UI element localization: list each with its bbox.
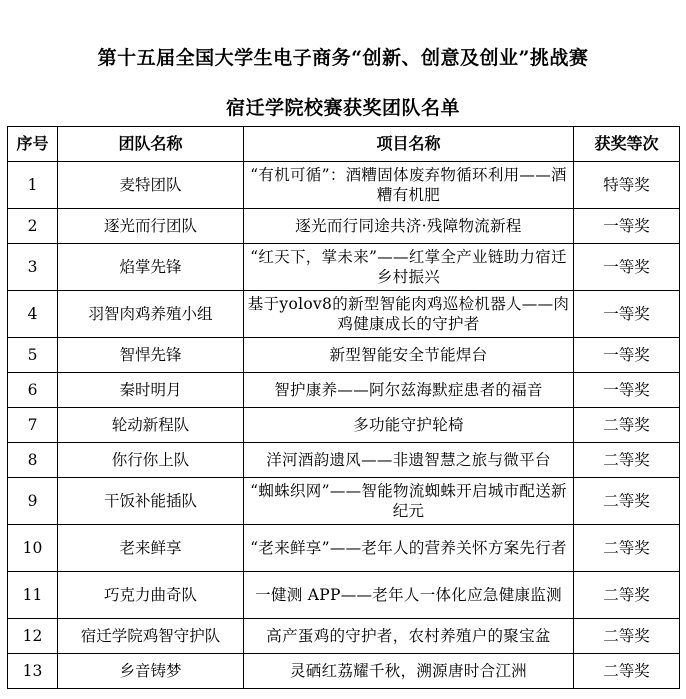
cell-team: 宿迁学院鸡智守护队	[58, 619, 244, 654]
cell-number: 11	[8, 572, 58, 619]
cell-number: 4	[8, 291, 58, 338]
cell-project: 灵硒红荔耀千秋，溯源唐时合江洲	[244, 654, 574, 689]
header-number: 序号	[8, 127, 58, 162]
cell-award: 一等奖	[574, 244, 680, 291]
cell-team: 焰掌先锋	[58, 244, 244, 291]
cell-award: 二等奖	[574, 525, 680, 572]
cell-number: 10	[8, 525, 58, 572]
cell-project: “蜘蛛织网”——智能物流蜘蛛开启城市配送新纪元	[244, 478, 574, 525]
cell-project: “老来鲜享”——老年人的营养关怀方案先行者	[244, 525, 574, 572]
cell-team: 老来鲜享	[58, 525, 244, 572]
table-row	[8, 209, 680, 244]
header-team-name: 团队名称	[58, 127, 244, 162]
table-header-row	[8, 127, 680, 162]
cell-award: 二等奖	[574, 572, 680, 619]
document-subtitle: 宿迁学院校赛获奖团队名单	[225, 97, 460, 119]
cell-team: 智悍先锋	[58, 338, 244, 373]
cell-number: 13	[8, 654, 58, 689]
cell-award: 特等奖	[574, 162, 680, 209]
cell-project: “红天下，掌未来”——红掌全产业链助力宿迁乡村振兴	[244, 244, 574, 291]
header-project-name: 项目名称	[244, 127, 574, 162]
header-award-level: 获奖等次	[574, 127, 680, 162]
cell-number: 3	[8, 244, 58, 291]
cell-team: 麦特团队	[58, 162, 244, 209]
cell-project: “有机可循”：酒糟固体废弃物循环利用——酒糟有机肥	[244, 162, 574, 209]
cell-team: 你行你上队	[58, 443, 244, 478]
document-title: 第十五届全国大学生电子商务“创新、创意及创业”挑战赛	[97, 47, 589, 69]
table-row	[8, 654, 680, 689]
cell-award: 二等奖	[574, 619, 680, 654]
cell-award: 一等奖	[574, 209, 680, 244]
cell-team: 干饭补能插队	[58, 478, 244, 525]
table-row	[8, 619, 680, 654]
cell-project: 逐光而行同途共济·残障物流新程	[244, 209, 574, 244]
table-row	[8, 338, 680, 373]
table-row	[8, 373, 680, 408]
cell-team: 巧克力曲奇队	[58, 572, 244, 619]
cell-number: 7	[8, 408, 58, 443]
table-row	[8, 162, 680, 209]
cell-award: 二等奖	[574, 443, 680, 478]
cell-team: 乡音铸梦	[58, 654, 244, 689]
table-row	[8, 572, 680, 619]
cell-award: 一等奖	[574, 373, 680, 408]
cell-number: 2	[8, 209, 58, 244]
cell-number: 1	[8, 162, 58, 209]
cell-project: 基于yolov8的新型智能肉鸡巡检机器人——肉鸡健康成长的守护者	[244, 291, 574, 338]
cell-project: 多功能守护轮椅	[244, 408, 574, 443]
table-row	[8, 408, 680, 443]
cell-project: 高产蛋鸡的守护者，农村养殖户的聚宝盆	[244, 619, 574, 654]
table-row	[8, 291, 680, 338]
cell-team: 秦时明月	[58, 373, 244, 408]
table-row	[8, 443, 680, 478]
cell-award: 二等奖	[574, 478, 680, 525]
cell-award: 二等奖	[574, 654, 680, 689]
cell-number: 9	[8, 478, 58, 525]
cell-project: 智护康养——阿尔兹海默症患者的福音	[244, 373, 574, 408]
awards-table	[7, 126, 680, 689]
cell-award: 一等奖	[574, 338, 680, 373]
cell-number: 12	[8, 619, 58, 654]
cell-project: 一健测 APP——老年人一体化应急健康监测	[244, 572, 574, 619]
cell-team: 逐光而行团队	[58, 209, 244, 244]
table-row	[8, 478, 680, 525]
cell-project: 洋河酒韵遗风——非遗智慧之旅与微平台	[244, 443, 574, 478]
cell-number: 6	[8, 373, 58, 408]
cell-number: 8	[8, 443, 58, 478]
cell-number: 5	[8, 338, 58, 373]
cell-team: 羽智肉鸡养殖小组	[58, 291, 244, 338]
table-row	[8, 244, 680, 291]
cell-project: 新型智能安全节能焊台	[244, 338, 574, 373]
cell-award: 二等奖	[574, 408, 680, 443]
table-row	[8, 525, 680, 572]
cell-team: 轮动新程队	[58, 408, 244, 443]
cell-award: 一等奖	[574, 291, 680, 338]
